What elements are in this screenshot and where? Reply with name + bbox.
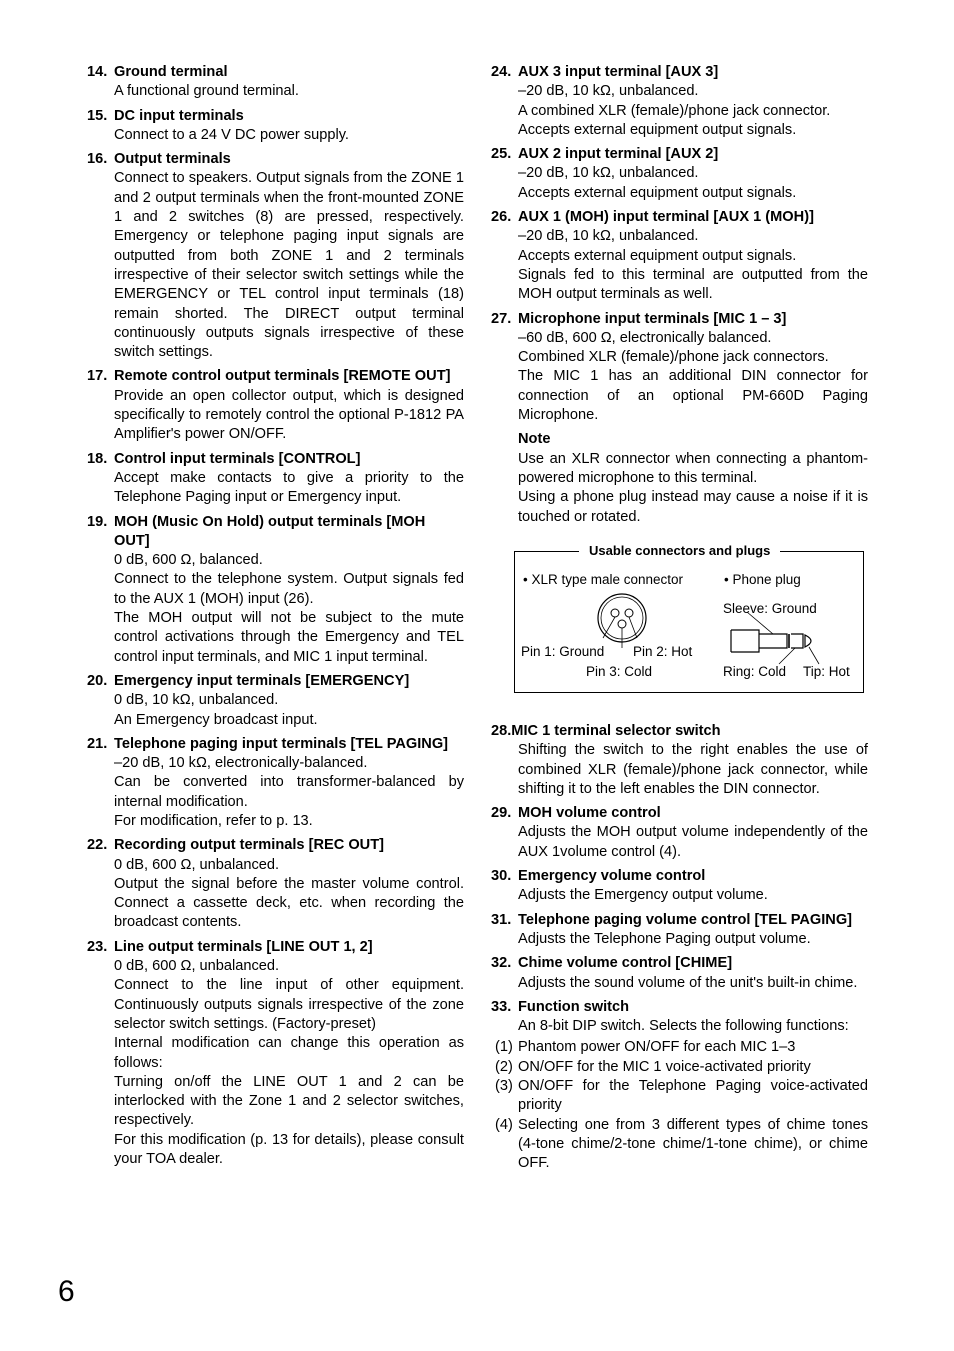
item-26: [491, 208, 868, 304]
item-21: [87, 735, 464, 831]
item-text: 0 dB, 600 Ω, unbalanced.: [114, 958, 280, 975]
item-title: Ground terminal: [114, 64, 228, 80]
item-text: Adjusts the Telephone Paging output volume.: [518, 930, 811, 947]
item-number: 21.: [87, 735, 108, 752]
item-text: –20 dB, 10 kΩ, electronically-balanced.: [114, 755, 368, 772]
list-item: [491, 1116, 868, 1174]
item-text: Accepts external equipment output signals.: [518, 184, 797, 201]
item-number: 32.: [491, 955, 512, 972]
list-item: [491, 1058, 868, 1077]
note-title: Note: [518, 431, 551, 448]
sleeve-label: Sleeve: Ground: [723, 601, 817, 616]
item-29: [491, 804, 868, 862]
item-number: 16.: [87, 151, 108, 168]
item-number: 30.: [491, 868, 512, 885]
item-text: The MOH output will not be subject to the mute control activations through the Emergency and TEL control input terminals, and MIC 1 input terminal.: [114, 610, 464, 665]
list-text: ON/OFF for the MIC 1 voice-activated priority: [518, 1058, 811, 1075]
item-text: Turning on/off the LINE OUT 1 and 2 can be interlocked with the Zone 1 and 2 selector switches, respectively.: [114, 1073, 464, 1129]
item-25: [491, 145, 868, 203]
left-column: [87, 63, 464, 1174]
list-text: Phantom power ON/OFF for each MIC 1–3: [518, 1039, 796, 1056]
item-text: 0 dB, 10 kΩ, unbalanced.: [114, 692, 279, 709]
pin3-label: Pin 3: Cold: [586, 664, 653, 679]
item-text: Connect to a 24 V DC power supply.: [114, 126, 349, 143]
list-number: (2): [495, 1058, 513, 1075]
connectors-box-title: Usable connectors and plugs: [579, 543, 780, 559]
item-title: DC input terminals: [114, 107, 244, 124]
item-text: –20 dB, 10 kΩ, unbalanced.: [518, 228, 699, 245]
phone-plug-label: • Phone plug: [724, 572, 801, 587]
item-title: Output terminals: [114, 151, 231, 168]
list-number: (1): [495, 1039, 513, 1056]
ring-label: Ring: Cold: [723, 664, 787, 679]
item-title: Emergency volume control: [518, 868, 706, 885]
item-number: 19.: [87, 513, 108, 530]
item-text: Combined XLR (female)/phone jack connectors.: [518, 349, 829, 366]
item-14: [87, 63, 464, 102]
item-number: 23.: [87, 938, 108, 955]
note-text: Use an XLR connector when connecting a phantom-powered microphone to this terminal.: [518, 450, 868, 486]
item-18: [87, 450, 464, 508]
item-number: 17.: [87, 368, 108, 385]
item-title: AUX 3 input terminal [AUX 3]: [518, 64, 719, 80]
item-text: Accepts external equipment output signals.: [518, 247, 797, 264]
item-32: [491, 954, 868, 993]
item-19: [87, 513, 464, 667]
item-text: Can be converted into transformer-balanced by internal modification.: [114, 774, 464, 810]
item-number: 14.: [87, 64, 108, 80]
item-text: Connect to the telephone system. Output signals fed to the AUX 1 (MOH) input (26).: [114, 571, 464, 607]
item-text: Connect to speakers. Output signals from the ZONE 1 and 2 output terminals when the front-mounted ZONE 1 and 2 switches (8) are pressed, respectively. Emergency or telephone paging input signals are outputted from both ZONE 1 and 2 terminals irrespective of their selector switch settings while the EMERGENCY or TEL control input terminals (18) remain shorted. The DIRECT output terminal continuously outputs signals irrespective of these switch settings.: [114, 170, 464, 361]
item-text: –20 dB, 10 kΩ, unbalanced.: [518, 165, 699, 182]
item-title: AUX 2 input terminal [AUX 2]: [518, 146, 719, 163]
item-number: 31.: [491, 911, 512, 928]
item-text: Accepts external equipment output signals.: [518, 121, 797, 138]
item-number: 15.: [87, 107, 108, 124]
item-text: Shifting the switch to the right enables the use of combined XLR (female)/phone jack connector, while shifting it to the left enables the DIN connector.: [518, 742, 868, 797]
xlr-connector-icon: [595, 592, 651, 648]
item-number: 27.: [491, 310, 512, 327]
item-text: Adjusts the Emergency output volume.: [518, 887, 768, 904]
item-title: Function switch: [518, 998, 630, 1015]
item-number: 25.: [491, 146, 512, 163]
item-number: 26.: [491, 209, 512, 226]
item-title: Telephone paging input terminals [TEL PAGING]: [114, 735, 449, 752]
item-text: Accept make contacts to give a priority to the Telephone Paging input or Emergency input.: [114, 469, 464, 506]
item-title: AUX 1 (MOH) input terminal [AUX 1 (MOH)]: [518, 209, 814, 226]
list-item: [491, 1038, 868, 1057]
page-number: 6: [58, 1275, 75, 1308]
item-text: For modification, refer to p. 13.: [114, 812, 313, 829]
item-text: A combined XLR (female)/phone jack connector.: [518, 102, 831, 119]
item-text: An Emergency broadcast input.: [114, 711, 318, 728]
list-text: Selecting one from 3 different types of chime tones (4-tone chime/2-tone chime/1-tone chime), or chime OFF.: [518, 1116, 868, 1172]
item-title: Chime volume control [CHIME]: [518, 955, 733, 972]
item-number: 29.: [491, 805, 512, 822]
item-28: [491, 722, 868, 799]
item-text: Adjusts the sound volume of the unit's built-in chime.: [518, 974, 858, 991]
item-text: A functional ground terminal.: [114, 83, 299, 100]
item-24: [491, 63, 868, 140]
item-title: Emergency input terminals [EMERGENCY]: [114, 672, 410, 689]
item-number: 22.: [87, 837, 108, 854]
list-number: (4): [495, 1116, 513, 1133]
list-item: [491, 1077, 868, 1116]
item-number: 33.: [491, 998, 512, 1015]
item-text: –60 dB, 600 Ω, electronically balanced.: [518, 329, 772, 346]
pin2-label: Pin 2: Hot: [633, 644, 693, 659]
item-text: Adjusts the MOH output volume independently of the AUX 1volume control (4).: [518, 824, 868, 860]
item-31: [491, 911, 868, 950]
item-15: [87, 107, 464, 146]
item-text: –20 dB, 10 kΩ, unbalanced.: [518, 83, 699, 100]
item-17: [87, 367, 464, 444]
item-title: MIC 1 terminal selector switch: [511, 723, 721, 739]
right-column-top: [491, 63, 868, 527]
item-number: 24.: [491, 64, 512, 80]
item-text: 0 dB, 600 Ω, balanced.: [114, 552, 263, 569]
item-title: MOH (Music On Hold) output terminals [MOH OUT]: [114, 513, 426, 549]
item-title: Line output terminals [LINE OUT 1, 2]: [114, 938, 373, 955]
list-number: (3): [495, 1078, 513, 1095]
item-text: Internal modification can change this operation as follows:: [114, 1035, 464, 1071]
item-title: Microphone input terminals [MIC 1 – 3]: [518, 310, 787, 327]
item-number: 18.: [87, 450, 108, 467]
item-text: For this modification (p. 13 for details), please consult your TOA dealer.: [114, 1131, 464, 1168]
item-text: The MIC 1 has an additional DIN connector for connection of an optional PM-660D Paging Microphone.: [518, 368, 868, 424]
note: [491, 430, 868, 526]
item-title: MOH volume control: [518, 805, 661, 822]
item-23: [87, 938, 464, 1170]
item-title: Control input terminals [CONTROL]: [114, 450, 361, 467]
right-column-bottom: [491, 722, 868, 1179]
item-text: Connect to the line input of other equipment. Continuously outputs signals irrespective of the zone selector switch settings. (Factory-preset): [114, 977, 464, 1032]
item-text: Signals fed to this terminal are outputted from the MOH output terminals as well.: [518, 266, 868, 303]
item-16: [87, 150, 464, 362]
list-text: ON/OFF for the Telephone Paging voice-activated priority: [518, 1078, 868, 1114]
item-text: An 8-bit DIP switch. Selects the following functions:: [518, 1018, 849, 1035]
function-list: [491, 1038, 868, 1173]
connectors-box: [514, 543, 864, 693]
item-number: 20.: [87, 672, 108, 689]
item-title: Telephone paging volume control [TEL PAGING]: [518, 911, 853, 928]
item-number: 28.: [491, 723, 512, 739]
xlr-label: • XLR type male connector: [523, 572, 684, 587]
pin1-label: Pin 1: Ground: [521, 644, 605, 659]
item-22: [87, 836, 464, 932]
item-30: [491, 867, 868, 906]
tip-label: Tip: Hot: [803, 664, 850, 679]
item-text: 0 dB, 600 Ω, unbalanced.: [114, 856, 280, 873]
item-title: Remote control output terminals [REMOTE OUT]: [114, 368, 451, 385]
item-text: Provide an open collector output, which is designed specifically to remotely control the optional P-1812 PA Amplifier's power ON/OFF.: [114, 387, 464, 443]
item-text: Output the signal before the master volume control. Connect a cassette deck, etc. when recording the broadcast contents.: [114, 875, 464, 931]
item-title: Recording output terminals [REC OUT]: [114, 837, 384, 854]
item-33: [491, 998, 868, 1174]
phone-plug-icon: [725, 618, 825, 664]
item-27: [491, 310, 868, 426]
item-20: [87, 672, 464, 730]
note-text: Using a phone plug instead may cause a noise if it is touched or rotated.: [518, 489, 868, 525]
